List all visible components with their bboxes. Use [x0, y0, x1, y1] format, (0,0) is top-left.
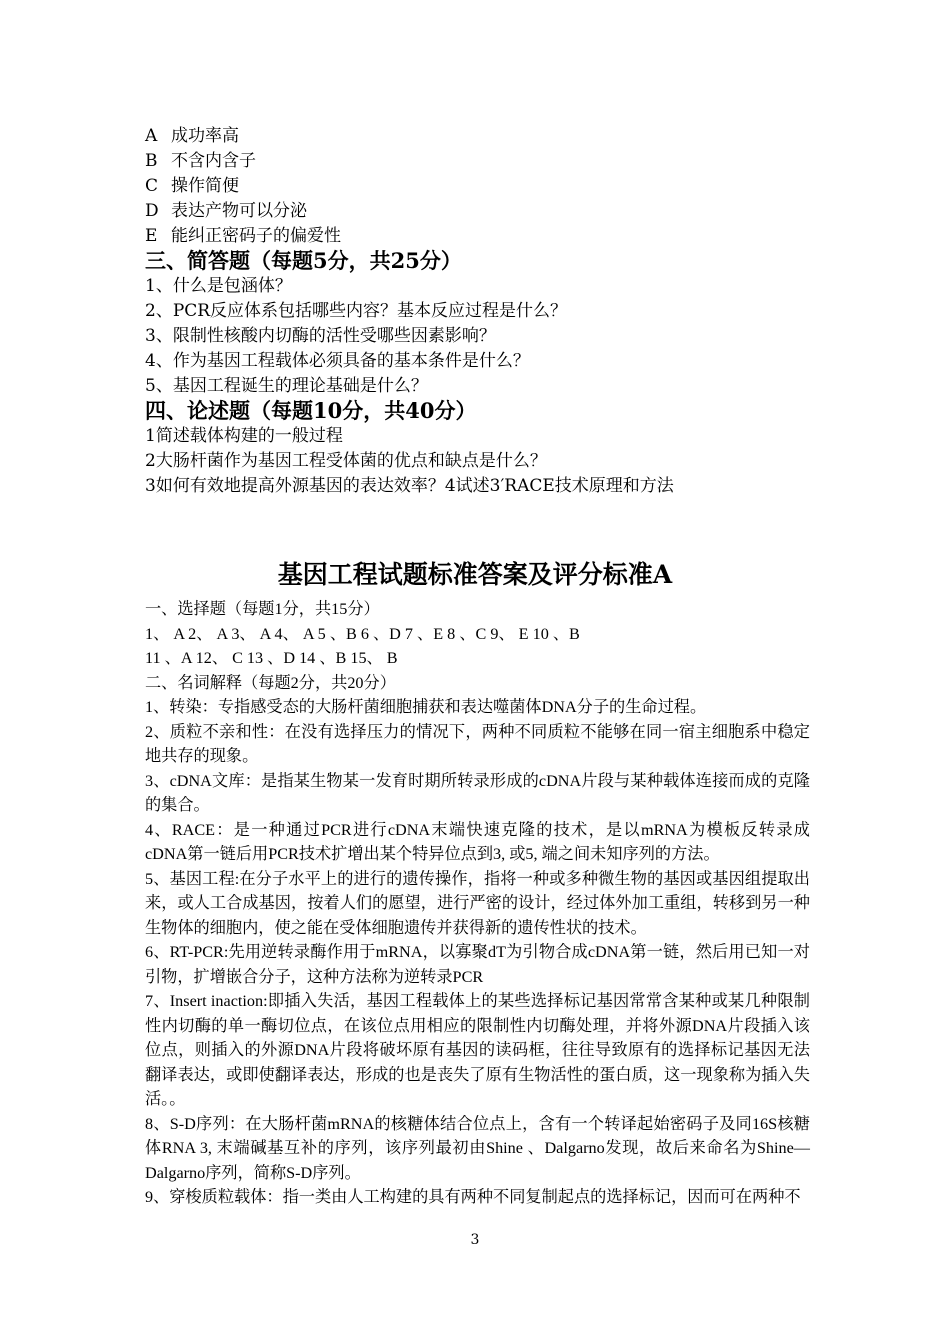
- question-item: 3、限制性核酸内切酶的活性受哪些因素影响？: [145, 326, 496, 346]
- term-definition: 2、质粒不亲和性：在没有选择压力的情况下，两种不同质粒不能够在同一宿主细胞系中稳定地共存的现象。: [145, 722, 810, 765]
- question-item: 5、基因工程诞生的理论基础是什么？: [145, 376, 428, 396]
- page-number: 3: [470, 1232, 480, 1248]
- answer-key: [145, 597, 810, 1210]
- question-item: 3如何有效地提高外源基因的表达效率？4试述3′RACE技术原理和方法: [145, 476, 674, 496]
- term-definition: 5、基因工程:在分子水平上的进行的遗传操作，指将一种或多种微生物的基因或基因组提取出来，或人工合成基因，按着人们的愿望，进行严密的设计，经过体外加工重组，转移到另一种生物体的细胞内，使之能在受体细胞遗传并获得新的遗传性状的技术。: [145, 869, 810, 937]
- option-a: A 成功率高: [145, 126, 239, 146]
- question-item: 1、什么是包涵体？: [145, 276, 292, 296]
- section-heading: 三、简答题（每题5分，共25分）: [145, 248, 462, 273]
- term-definition: 9、穿梭质粒载体：指一类由人工构建的具有两种不同复制起点的选择标记，因而可在两种不: [145, 1188, 801, 1206]
- question-item: 2大肠杆菌作为基因工程受体菌的优点和缺点是什么？: [145, 451, 547, 471]
- option-b: B 不含内含子: [145, 151, 256, 171]
- question-item: 1简述载体构建的一般过程: [145, 426, 343, 446]
- option-c: C 操作简便: [145, 176, 239, 196]
- section-heading: 四、论述题（每题10分，共40分）: [145, 398, 477, 423]
- question-item: 4、作为基因工程载体必须具备的基本条件是什么？: [145, 351, 530, 371]
- term-definition: 4、RACE：是一种通过PCR进行cDNA末端快速克隆的技术，是以mRNA为模板反转录成cDNA第一链后用PCR技术扩增出某个特异位点到3, 或5, 端之间未知序列的方法。: [145, 820, 810, 863]
- section-short-answer: [145, 248, 810, 399]
- choice-answers-line: 1、 A 2、 A 3、 A 4、 A 5 、B 6 、D 7 、E 8 、C 9、 E 10 、B: [145, 624, 580, 643]
- answer-title: 基因工程试题标准答案及评分标准A: [277, 560, 673, 589]
- question-item: 2、PCR反应体系包括哪些内容？基本反应过程是什么？: [145, 301, 568, 321]
- term-definition: 3、cDNA文库：是指某生物某一发育时期所转录形成的cDNA片段与某种载体连接而成的克隆的集合。: [145, 771, 810, 814]
- section-essay: [145, 398, 810, 499]
- option-e: E 能纠正密码子的偏爱性: [145, 226, 341, 246]
- answer-heading: 一、选择题（每题1分，共15分）: [145, 600, 380, 618]
- option-d: D 表达产物可以分泌: [145, 201, 307, 221]
- choice-answers-line: 11 、A 12、 C 13 、D 14 、B 15、 B: [145, 649, 398, 667]
- term-definition: 8、S-D序列：在大肠杆菌mRNA的核糖体结合位点上，含有一个转译起始密码子及同16S核糖体RNA 3, 末端碱基互补的序列，该序列最初由Shine 、Dalgarno发现，故后来命名为Shine—Dalgarno序列，简称S-D序列。: [145, 1114, 810, 1182]
- answer-heading: 二、名词解释（每题2分，共20分）: [145, 673, 396, 692]
- choice-options: [145, 124, 810, 249]
- term-definition: 6、RT-PCR:先用逆转录酶作用于mRNA，以寡聚dT为引物合成cDNA第一链，然后用已知一对引物，扩增嵌合分子，这种方法称为逆转录PCR: [145, 943, 810, 986]
- term-definition: 7、Insert inaction:即插入失活，基因工程载体上的某些选择标记基因常常含某种或某几种限制性内切酶的单一酶切位点，在该位点用相应的限制性内切酶处理，并将外源DNA片段插入该位点，则插入的外源DNA片段将破坏原有基因的读码框，往往导致原有的选择标记基因无法翻译表达，或即使翻译表达，形成的也是丧失了原有生物活性的蛋白质，这一现象称为插入失活。。: [145, 992, 810, 1108]
- term-definition: 1、转染：专指感受态的大肠杆菌细胞捕获和表达噬菌体DNA分子的生命过程。: [145, 698, 707, 716]
